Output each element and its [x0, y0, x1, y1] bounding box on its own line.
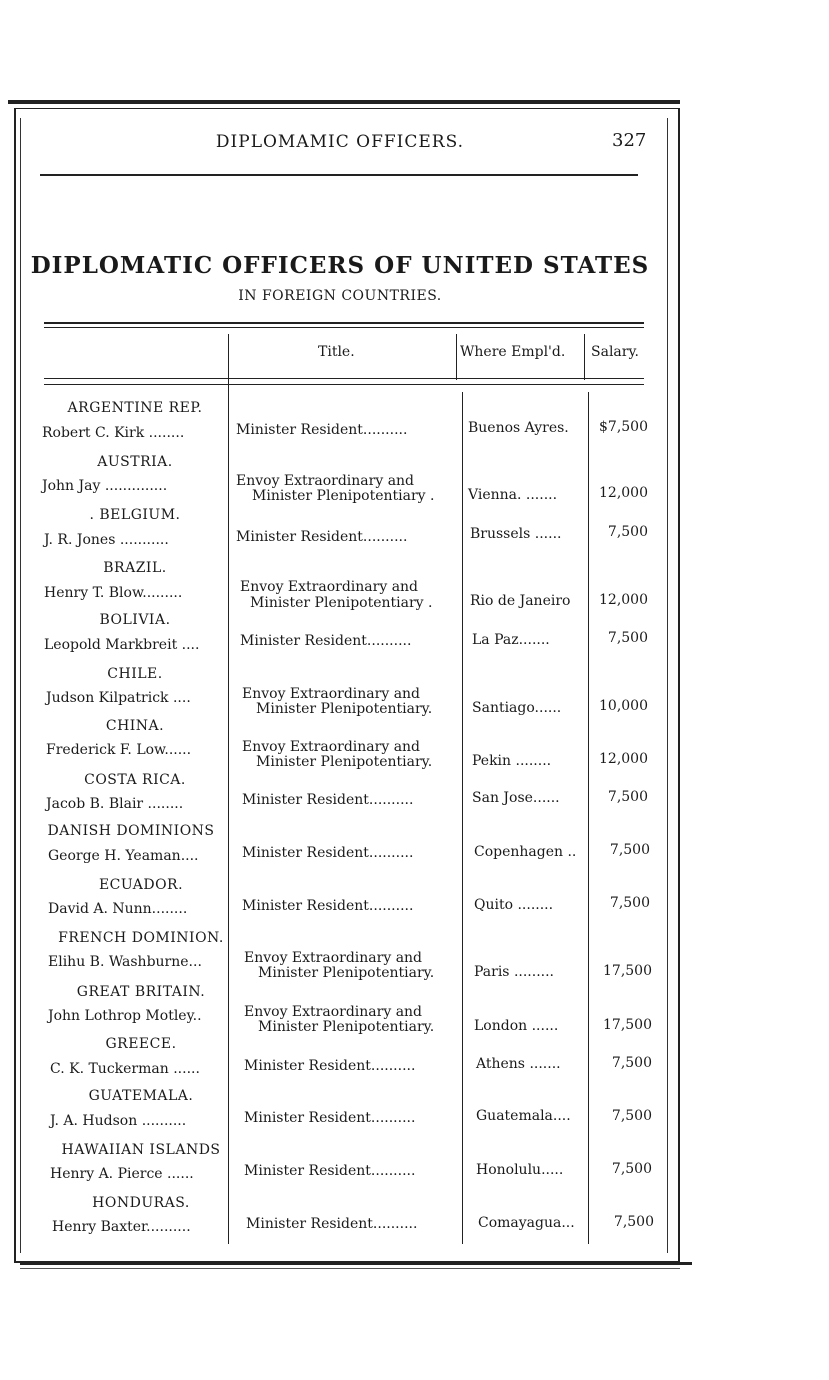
officer-name: John Lothrop Motley.. — [48, 1008, 202, 1024]
officer-title: Minister Resident.......... — [246, 1216, 418, 1232]
column-header-salary: Salary. — [591, 344, 639, 360]
country-heading: BRAZIL. — [103, 560, 167, 576]
officer-title: Minister Plenipotentiary . — [252, 488, 435, 504]
officer-title: Minister Resident.......... — [244, 1163, 416, 1179]
officer-title: Minister Plenipotentiary. — [258, 965, 435, 981]
officer-name: Frederick F. Low...... — [46, 742, 192, 758]
table-top-rule-thin — [44, 327, 644, 328]
officer-name: Leopold Markbreit .... — [44, 637, 200, 653]
column-divider — [456, 334, 457, 380]
column-header-where: Where Empl'd. — [460, 344, 566, 360]
salary-value: 7,500 — [609, 842, 650, 858]
header-rule — [40, 174, 638, 176]
post-location: Guatemala.... — [476, 1108, 571, 1124]
salary-value: 10,000 — [599, 698, 648, 714]
salary-value: 7,500 — [607, 630, 648, 646]
salary-value: 12,000 — [599, 751, 648, 767]
salary-value: 7,500 — [607, 789, 648, 805]
bottom-border-rule — [20, 1262, 692, 1265]
officer-title: Minister Resident.......... — [242, 845, 414, 861]
officer-title: Minister Resident.......... — [236, 422, 408, 438]
salary-value: 7,500 — [607, 524, 648, 540]
country-heading: AUSTRIA. — [97, 454, 173, 470]
post-location: Rio de Janeiro — [470, 593, 571, 609]
officer-title: Minister Resident.......... — [242, 898, 414, 914]
officer-title: Envoy Extraordinary and — [240, 579, 419, 595]
officer-name: Judson Kilpatrick .... — [46, 690, 191, 706]
column-header-title: Title. — [318, 344, 355, 360]
country-heading: . BELGIUM. — [89, 507, 181, 523]
column-divider — [228, 334, 229, 1244]
officer-title: Envoy Extraordinary and — [244, 1004, 423, 1020]
officer-name: Henry T. Blow......... — [44, 585, 183, 601]
post-location: Comayagua... — [478, 1215, 575, 1231]
salary-value: $7,500 — [599, 419, 648, 435]
post-location: La Paz....... — [472, 632, 550, 648]
officer-title: Minister Plenipotentiary . — [250, 595, 433, 611]
officer-title: Envoy Extraordinary and — [242, 739, 421, 755]
country-heading: CHILE. — [107, 666, 163, 682]
officer-name: David A. Nunn........ — [48, 901, 188, 917]
officer-title: Minister Resident.......... — [242, 792, 414, 808]
column-divider — [584, 334, 585, 380]
post-location: Santiago...... — [472, 700, 562, 716]
country-heading: GREAT BRITAIN. — [76, 984, 206, 1000]
officer-title: Minister Resident.......... — [244, 1058, 416, 1074]
officer-title: Minister Plenipotentiary. — [256, 754, 433, 770]
running-head: DIPLOMAMIC OFFICERS. — [215, 132, 465, 152]
salary-value: 7,500 — [611, 1055, 652, 1071]
officer-name: John Jay .............. — [42, 478, 168, 494]
salary-value: 7,500 — [611, 1161, 652, 1177]
post-location: San Jose...... — [472, 790, 560, 806]
header-bottom-rule — [44, 378, 644, 379]
officer-name: Henry Baxter.......... — [52, 1219, 191, 1235]
officer-name: George H. Yeaman.... — [48, 848, 199, 864]
salary-value: 7,500 — [613, 1214, 654, 1230]
post-location: Buenos Ayres. — [468, 420, 569, 436]
officer-name: Jacob B. Blair ........ — [46, 796, 184, 812]
officer-title: Minister Resident.......... — [236, 529, 408, 545]
post-location: Honolulu..... — [476, 1162, 564, 1178]
page-title: DIPLOMATIC OFFICERS OF UNITED STATES — [30, 252, 650, 279]
country-heading: COSTA RICA. — [84, 772, 186, 788]
officer-title: Envoy Extraordinary and — [236, 473, 415, 489]
officer-name: Henry A. Pierce ...... — [50, 1166, 194, 1182]
salary-value: 17,500 — [603, 963, 652, 979]
header-bottom-rule-thin — [44, 384, 644, 385]
post-location: Athens ....... — [476, 1056, 561, 1072]
column-divider — [462, 392, 463, 1244]
post-location: Brussels ...... — [470, 526, 562, 542]
country-heading: CHINA. — [105, 718, 165, 734]
salary-value: 17,500 — [603, 1017, 652, 1033]
officer-name: J. R. Jones ........... — [44, 532, 169, 548]
post-location: Copenhagen .. — [474, 844, 577, 860]
country-heading: DANISH DOMINIONS — [47, 823, 215, 839]
country-heading: HAWAIIAN ISLANDS — [61, 1142, 221, 1158]
officer-title: Minister Plenipotentiary. — [256, 701, 433, 717]
officer-name: Robert C. Kirk ........ — [42, 425, 185, 441]
officer-title: Minister Resident.......... — [244, 1110, 416, 1126]
country-heading: GREECE. — [105, 1036, 177, 1052]
post-location: Quito ........ — [474, 897, 554, 913]
post-location: Vienna. ....... — [468, 487, 558, 503]
salary-value: 7,500 — [609, 895, 650, 911]
salary-value: 12,000 — [599, 485, 648, 501]
officer-name: J. A. Hudson .......... — [50, 1113, 187, 1129]
country-heading: ECUADOR. — [98, 877, 184, 893]
bottom-border-rule-thin — [20, 1268, 680, 1269]
post-location: Paris ......... — [474, 964, 554, 980]
salary-value: 7,500 — [611, 1108, 652, 1124]
table-top-rule — [44, 322, 644, 324]
country-heading: HONDURAS. — [92, 1195, 190, 1211]
country-heading: GUATEMALA. — [88, 1088, 194, 1104]
officer-name: C. K. Tuckerman ...... — [50, 1061, 200, 1077]
officer-title: Minister Plenipotentiary. — [258, 1019, 435, 1035]
officer-title: Envoy Extraordinary and — [244, 950, 423, 966]
post-location: Pekin ........ — [472, 753, 552, 769]
top-border-rule — [8, 100, 680, 104]
country-heading: BOLIVIA. — [99, 612, 171, 628]
salary-value: 12,000 — [599, 592, 648, 608]
post-location: London ...... — [474, 1018, 559, 1034]
page-subtitle: IN FOREIGN COUNTRIES. — [238, 288, 442, 304]
page-number: 327 — [612, 130, 647, 151]
country-heading: ARGENTINE REP. — [67, 400, 203, 416]
officer-title: Envoy Extraordinary and — [242, 686, 421, 702]
country-heading: FRENCH DOMINION. — [58, 930, 224, 946]
officer-name: Elihu B. Washburne... — [48, 954, 202, 970]
officer-title: Minister Resident.......... — [240, 633, 412, 649]
